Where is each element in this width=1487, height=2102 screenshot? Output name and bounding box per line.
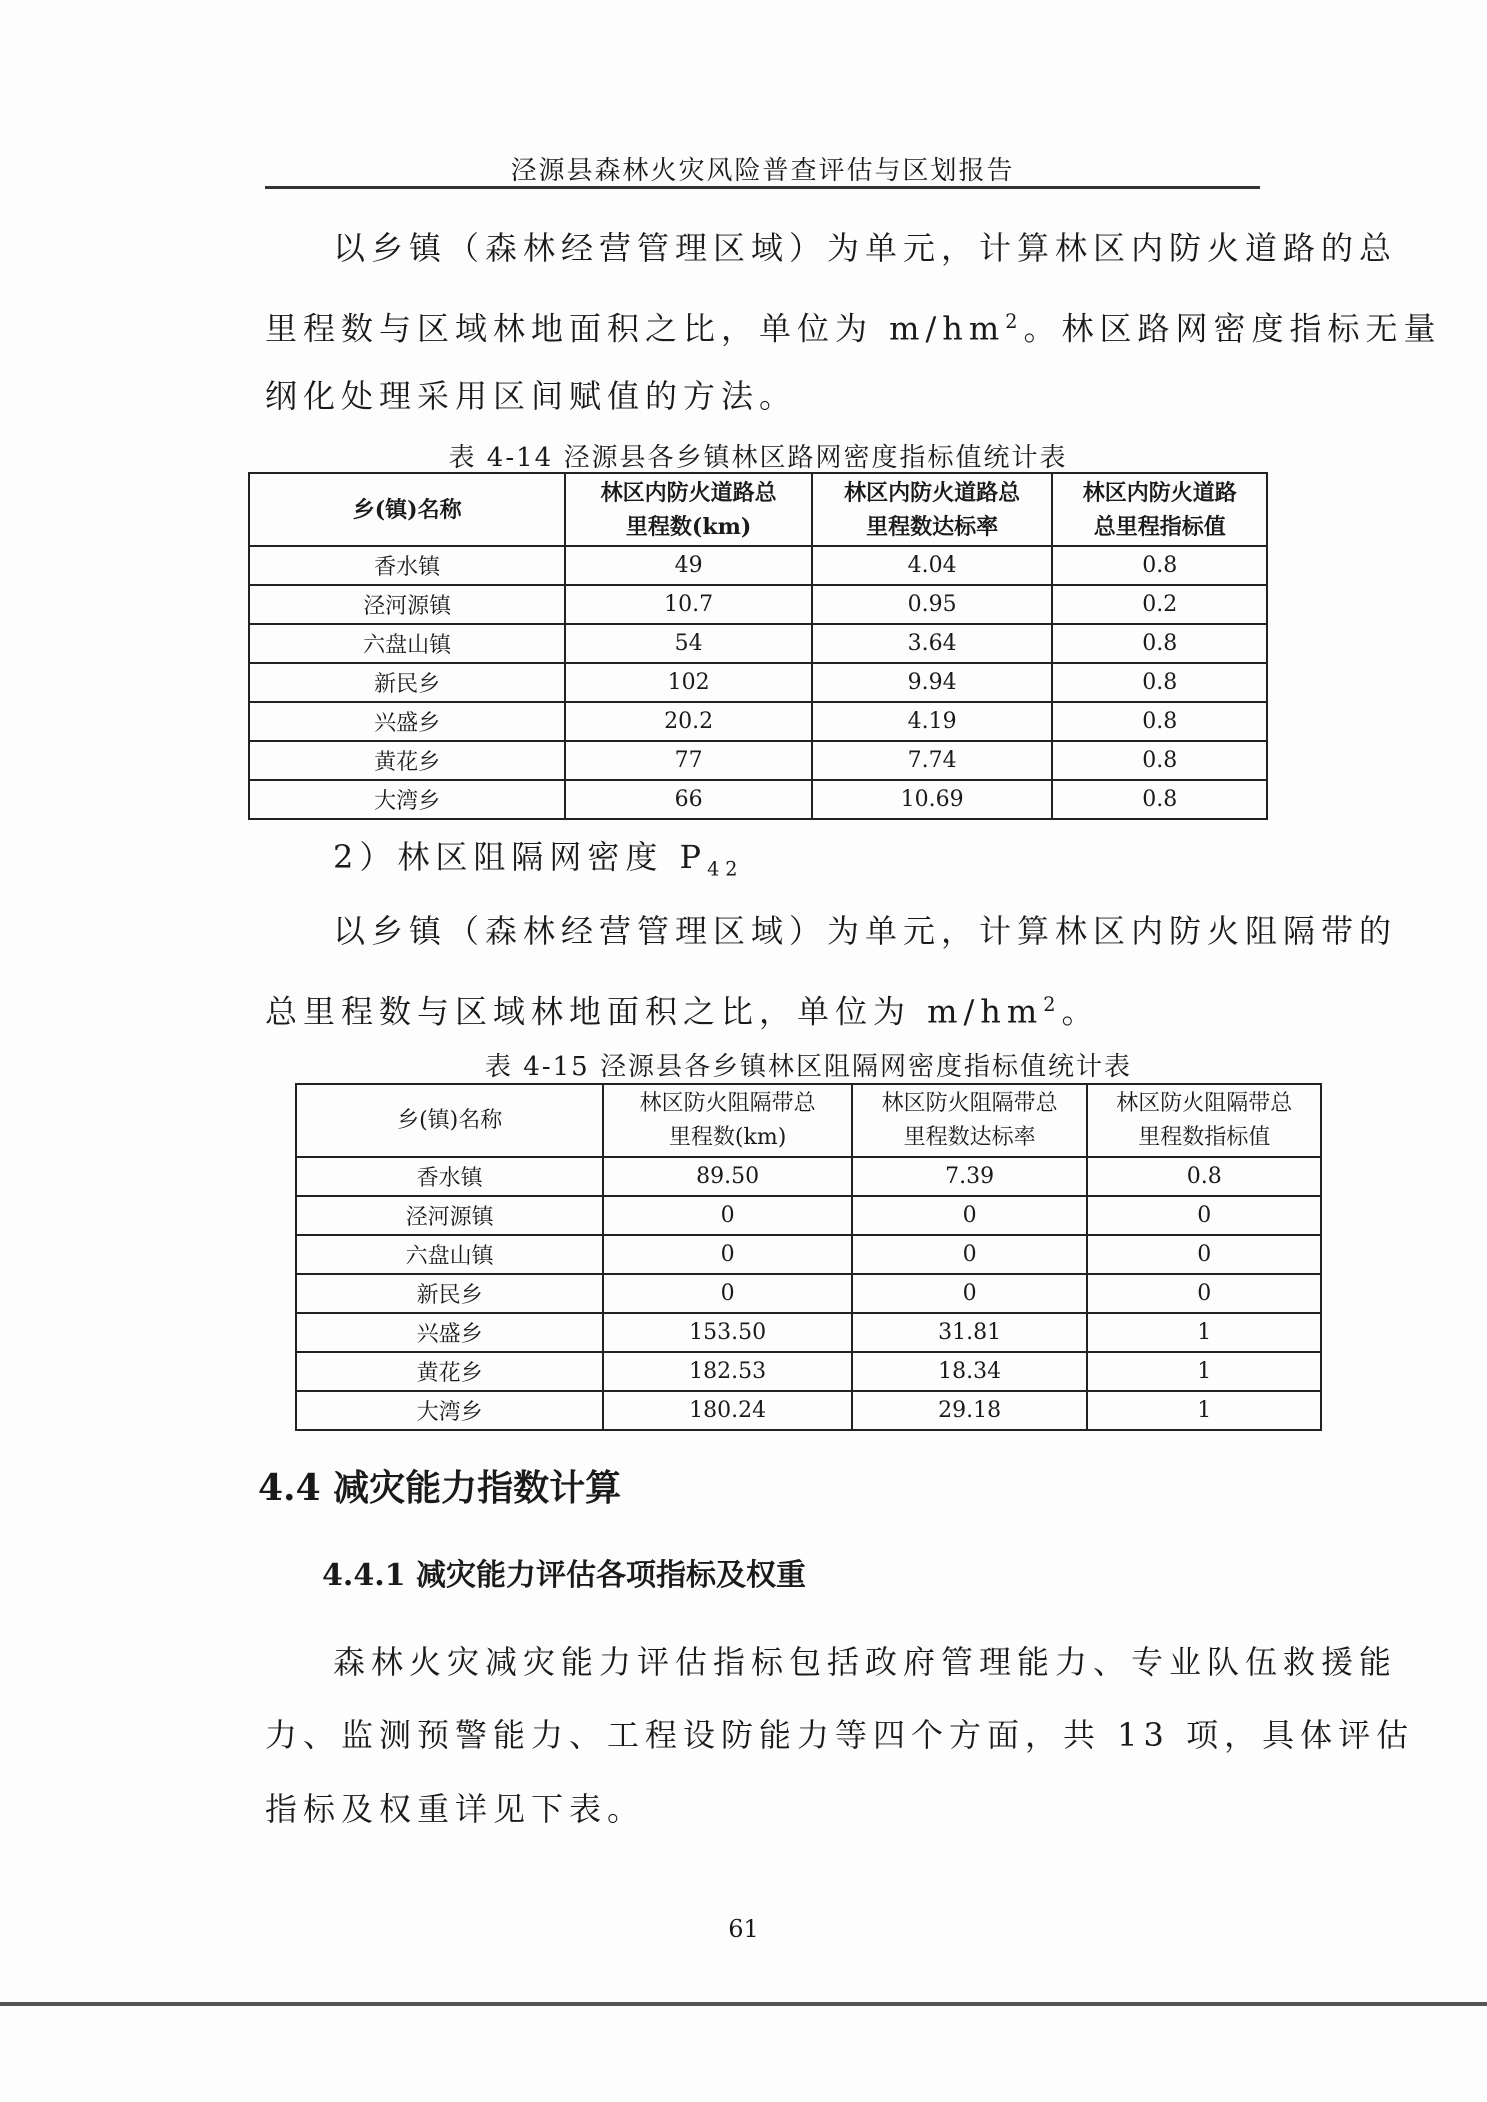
township-name-cell: 新民乡 bbox=[249, 663, 565, 702]
township-name-cell: 泾河源镇 bbox=[296, 1196, 603, 1235]
value-cell: 4.04 bbox=[812, 546, 1053, 585]
running-header: 泾源县森林火灾风险普查评估与区划报告 bbox=[510, 156, 1015, 186]
table-row bbox=[249, 663, 1267, 702]
table-row bbox=[296, 1313, 1321, 1352]
value-cell: 29.18 bbox=[852, 1391, 1088, 1430]
value-cell: 180.24 bbox=[603, 1391, 852, 1430]
value-cell: 0.2 bbox=[1052, 585, 1267, 624]
table-row bbox=[249, 585, 1267, 624]
value-cell: 1 bbox=[1087, 1313, 1321, 1352]
superscript: 2 bbox=[1005, 310, 1024, 333]
table-row bbox=[296, 1196, 1321, 1235]
township-name-cell: 黄花乡 bbox=[296, 1352, 603, 1391]
township-name-cell: 新民乡 bbox=[296, 1274, 603, 1313]
table-4-15 bbox=[295, 1083, 1322, 1431]
para3-line1: 森林火灾减灾能力评估指标包括政府管理能力、专业队伍救援能 bbox=[333, 1643, 1398, 1681]
value-cell: 0 bbox=[1087, 1196, 1321, 1235]
table-row bbox=[296, 1157, 1321, 1196]
col-header: 乡(镇)名称 bbox=[249, 473, 565, 546]
text: 2）林区阻隔网密度 P bbox=[333, 838, 708, 876]
township-name-cell: 泾河源镇 bbox=[249, 585, 565, 624]
table-4-14 bbox=[248, 472, 1268, 820]
value-cell: 0 bbox=[603, 1196, 852, 1235]
para1-line1: 以乡镇（森林经营管理区域）为单元，计算林区内防火道路的总 bbox=[333, 229, 1398, 267]
section-heading-4-4-1: 4.4.1 减灾能力评估各项指标及权重 bbox=[322, 1558, 806, 1593]
page-number: 61 bbox=[728, 1915, 759, 1943]
para1-line3: 纲化处理采用区间赋值的方法。 bbox=[265, 377, 798, 415]
text: 里程数与区域林地面积之比，单位为 m/hm bbox=[265, 309, 1006, 348]
col-header: 林区内防火道路 总里程指标值 bbox=[1052, 473, 1267, 546]
value-cell: 66 bbox=[565, 780, 812, 819]
table2-caption: 表 4-15 泾源县各乡镇林区阻隔网密度指标值统计表 bbox=[485, 1052, 1132, 1082]
value-cell: 0 bbox=[852, 1196, 1088, 1235]
value-cell: 182.53 bbox=[603, 1352, 852, 1391]
superscript: 2 bbox=[1043, 993, 1062, 1016]
township-name-cell: 香水镇 bbox=[296, 1157, 603, 1196]
value-cell: 0 bbox=[1087, 1274, 1321, 1313]
col-header: 林区防火阻隔带总 里程数(km) bbox=[603, 1084, 852, 1157]
value-cell: 0.8 bbox=[1052, 741, 1267, 780]
township-name-cell: 大湾乡 bbox=[249, 780, 565, 819]
township-name-cell: 兴盛乡 bbox=[296, 1313, 603, 1352]
table-header-row bbox=[249, 473, 1267, 546]
value-cell: 0.8 bbox=[1052, 546, 1267, 585]
para3-line2: 力、监测预警能力、工程设防能力等四个方面，共 13 项，具体评估 bbox=[265, 1716, 1415, 1754]
value-cell: 18.34 bbox=[852, 1352, 1088, 1391]
value-cell: 0 bbox=[852, 1235, 1088, 1274]
value-cell: 10.7 bbox=[565, 585, 812, 624]
para3-line3: 指标及权重详见下表。 bbox=[265, 1790, 646, 1828]
col-header: 林区内防火道路总 里程数达标率 bbox=[812, 473, 1053, 546]
township-name-cell: 黄花乡 bbox=[249, 741, 565, 780]
value-cell: 153.50 bbox=[603, 1313, 852, 1352]
text: 总里程数与区域林地面积之比，单位为 m/hm bbox=[265, 992, 1044, 1031]
table-row bbox=[249, 624, 1267, 663]
value-cell: 7.39 bbox=[852, 1157, 1088, 1196]
township-name-cell: 六盘山镇 bbox=[296, 1235, 603, 1274]
col-header: 林区内防火道路总 里程数(km) bbox=[565, 473, 812, 546]
section-2-title bbox=[265, 837, 1260, 889]
header-rule bbox=[265, 186, 1260, 189]
text: 。林区路网密度指标无量 bbox=[1023, 309, 1442, 348]
table-row bbox=[249, 702, 1267, 741]
value-cell: 0 bbox=[852, 1274, 1088, 1313]
para1-line2 bbox=[265, 302, 1442, 349]
value-cell: 0 bbox=[1087, 1235, 1321, 1274]
section-heading-4-4: 4.4 减灾能力指数计算 bbox=[258, 1467, 622, 1509]
value-cell: 49 bbox=[565, 546, 812, 585]
col-header: 林区防火阻隔带总 里程数达标率 bbox=[852, 1084, 1088, 1157]
para2-line2 bbox=[265, 985, 1260, 1032]
township-name-cell: 大湾乡 bbox=[296, 1391, 603, 1430]
table-row bbox=[296, 1274, 1321, 1313]
value-cell: 0.8 bbox=[1052, 780, 1267, 819]
value-cell: 0.8 bbox=[1052, 624, 1267, 663]
table-row bbox=[296, 1235, 1321, 1274]
para2-line1: 以乡镇（森林经营管理区域）为单元，计算林区内防火阻隔带的 bbox=[333, 912, 1398, 950]
township-name-cell: 香水镇 bbox=[249, 546, 565, 585]
value-cell: 102 bbox=[565, 663, 812, 702]
value-cell: 1 bbox=[1087, 1352, 1321, 1391]
value-cell: 0.8 bbox=[1087, 1157, 1321, 1196]
value-cell: 0.8 bbox=[1052, 663, 1267, 702]
table1-caption: 表 4-14 泾源县各乡镇林区路网密度指标值统计表 bbox=[448, 443, 1068, 473]
value-cell: 4.19 bbox=[812, 702, 1053, 741]
value-cell: 1 bbox=[1087, 1391, 1321, 1430]
subscript: 42 bbox=[707, 857, 744, 881]
table-row bbox=[249, 741, 1267, 780]
table-row bbox=[249, 780, 1267, 819]
text: 。 bbox=[1061, 992, 1100, 1031]
value-cell: 20.2 bbox=[565, 702, 812, 741]
col-header: 乡(镇)名称 bbox=[296, 1084, 603, 1157]
value-cell: 77 bbox=[565, 741, 812, 780]
col-header: 林区防火阻隔带总 里程数指标值 bbox=[1087, 1084, 1321, 1157]
value-cell: 31.81 bbox=[852, 1313, 1088, 1352]
footer-rule bbox=[0, 2002, 1487, 2006]
township-name-cell: 兴盛乡 bbox=[249, 702, 565, 741]
township-name-cell: 六盘山镇 bbox=[249, 624, 565, 663]
value-cell: 0 bbox=[603, 1274, 852, 1313]
value-cell: 0.8 bbox=[1052, 702, 1267, 741]
value-cell: 9.94 bbox=[812, 663, 1053, 702]
value-cell: 54 bbox=[565, 624, 812, 663]
table-row bbox=[249, 546, 1267, 585]
value-cell: 3.64 bbox=[812, 624, 1053, 663]
value-cell: 0.95 bbox=[812, 585, 1053, 624]
table-row bbox=[296, 1391, 1321, 1430]
value-cell: 7.74 bbox=[812, 741, 1053, 780]
value-cell: 10.69 bbox=[812, 780, 1053, 819]
value-cell: 89.50 bbox=[603, 1157, 852, 1196]
value-cell: 0 bbox=[603, 1235, 852, 1274]
table-row bbox=[296, 1352, 1321, 1391]
table-header-row bbox=[296, 1084, 1321, 1157]
